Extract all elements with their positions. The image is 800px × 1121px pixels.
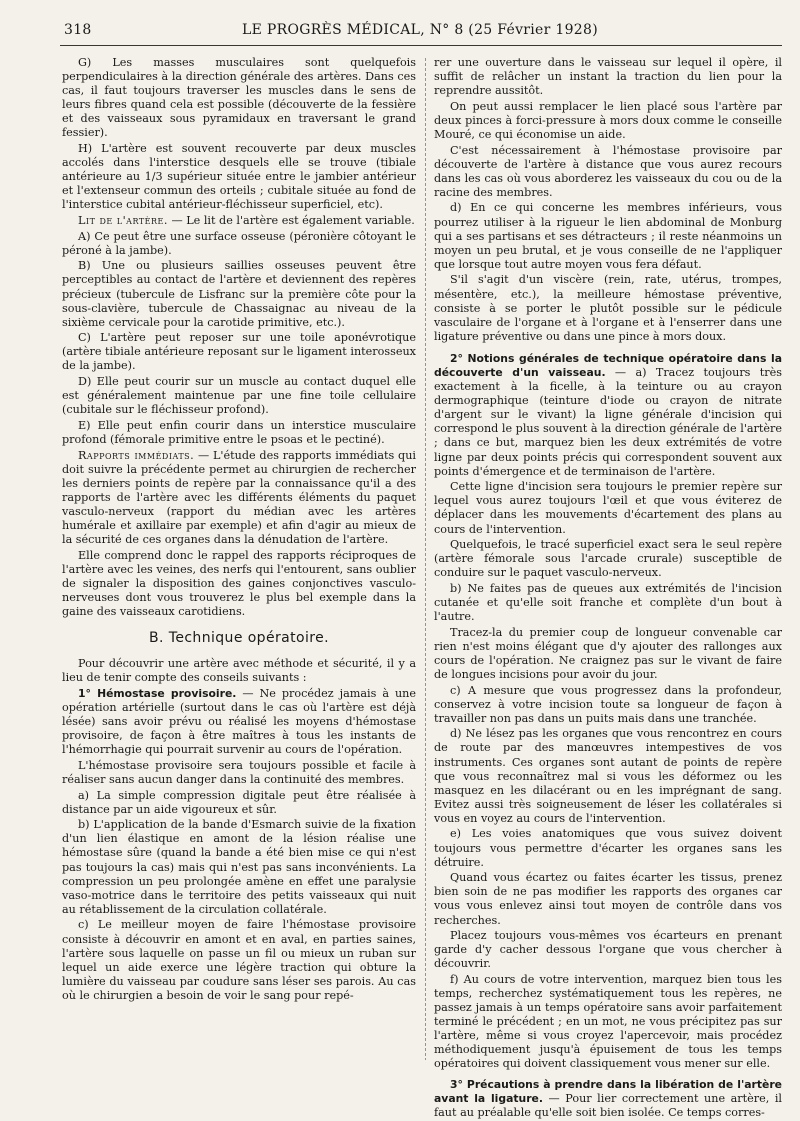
paragraph-hemostase	[62, 687, 416, 757]
paragraph-r3: C'est nécessairement à l'hémostase provisoire par découverte de l'artère à distance que vous aurez recours dans les cas où vous aborderez les vaisseaux du cou ou de la racine des membres.	[434, 143, 782, 199]
paragraph-d: D) Elle peut courir sur un muscle au contact duquel elle est généralement maintenue par une fine toile cellulaire (cubitale sur le fléchisseur profond).	[62, 375, 416, 417]
paragraph-r2: On peut aussi remplacer le lien placé sous l'artère par deux pinces à forci-pressure à mors doux comme le conseille Mouré, ce qui économise un aide.	[434, 99, 782, 141]
paragraph-r13: Quand vous écartez ou faites écarter les tissus, prenez bien soin de ne pas modifier les rapports des organes car vous vous enlevez ainsi tout moyen de contrôle dans vos recherches.	[434, 871, 782, 927]
notions-text: — a) Tracez toujours très exactement à la ficelle, à la teinture ou au crayon dermographique (teinture d'iode ou crayon de nitrate d'argent sur le vivant) la ligne générale d'incision qui correspond le plus souvent à la direction générale de l'artère ; dans ce but, marquez bien les deux extrémités de votre ligne par deux points précis qui correspondent souvent aux points d'émergence et de terminaison de l'artère.	[434, 365, 782, 478]
running-header	[64, 22, 776, 42]
rapports-label: Rapports immédiats.	[78, 448, 195, 462]
rapports-text: — L'étude des rapports immédiats qui doit suivre la précédente permet au chirurgien de rechercher les derniers points de repère par la connaissance qu'il a des rapports de l'artère avec les différents éléments du paquet vasculo-nerveux (rapport du médian avec les artères humérale et axillaire par exemple) et afin d'agir au mieux de la sécurité de ces organes dans la dénudation de l'artère.	[62, 448, 417, 547]
precautions-label: 3° Précautions à prendre dans la libération de l'artère avant la ligature.	[434, 1077, 782, 1105]
notions-label: 2° Notions générales de technique opératoire dans la découverte d'un vaisseau.	[434, 351, 782, 379]
paragraph-hb: b) L'application de la bande d'Esmarch suivie de la fixation d'un lien élastique en amont de la lésion réalise une hémostase sûre (quand la bande a été bien mise ce qui n'est pas toujours la cas) mais qui n'est pas sans inconvénients. La compression un peu prolongée amène en effet une paralysie vaso-motrice dans le territoire des petits vaisseaux qui nuit au rétablissement de la circulation collatérale.	[62, 818, 416, 916]
paragraph-hemostase-2: L'hémostase provisoire sera toujours possible et facile à réaliser sans aucun danger dans la continuité des membres.	[62, 758, 416, 786]
paragraph-rappel: Elle comprend donc le rappel des rapports réciproques de l'artère avec les veines, des nerfs qui l'entourent, sans oublier de signaler la disposition des gaines conjonctives vasculo-nerveuses dont vous trouverez le plus bel exemple dans la gaine des vaisseaux carotidiens.	[62, 548, 416, 619]
hemostase-label: 1° Hémostase provisoire.	[78, 686, 237, 700]
left-column	[62, 56, 416, 1005]
paragraph-b: B) Une ou plusieurs saillies osseuses peuvent être perceptibles au contact de l'artère et deviennent des repères précieux (tubercule de Lisfranc sur la première côte pour la sous-clavière, tubercule de Chassaignac au niveau de la sixième cervicale pour la carotide primitive, etc.).	[62, 259, 416, 329]
paragraph-r12: e) Les voies anatomiques que vous suivez doivent toujours vous permettre d'écarter les organes sans les détruire.	[434, 827, 782, 869]
paragraph-c: C) L'artère peut reposer sur une toile aponévrotique (artère tibiale antérieure reposant sur le ligament interosseux de la jambe).	[62, 331, 416, 373]
right-column	[434, 56, 782, 1121]
paragraph-r8: b) Ne faites pas de queues aux extrémités de l'incision cutanée et qu'elle soit franche et complète d'un bout à l'autre.	[434, 581, 782, 624]
paragraph-a: A) Ce peut être une surface osseuse (péronière côtoyant le péroné à la jambe).	[62, 229, 416, 257]
paragraph-intro: Pour découvrir une artère avec méthode et sécurité, il y a lieu de tenir compte des conseils suivants :	[62, 657, 416, 685]
paragraph-rapports	[62, 449, 416, 548]
paragraph-h: H) L'artère est souvent recouverte par deux muscles accolés dans l'interstice desquels elle se trouve (tibiale antérieure au 1/3 supérieur située entre le jambier antérieur et l'extenseur commun des orteils ; cubitale située au fond de l'interstice cubital antérieur-fléchisseur superficiel, etc).	[62, 142, 416, 212]
paragraph-r9: Tracez-la du premier coup de longueur convenable car rien n'est moins élégant que d'y ajouter des rallonges aux cours de l'opération. Ne craignez pas sur le vivant de faire de longues incisions pour avoir du jour.	[434, 625, 782, 681]
paragraph-g: G) Les masses musculaires sont quelquefois perpendiculaires à la direction générale des artères. Dans ces cas, il faut toujours traverser les muscles dans le sens de leurs fibres quand cela est possible (découverte de la fessière et des vaisseaux sous pyramidaux en traversant le grand fessier).	[62, 56, 416, 140]
column-divider	[425, 58, 426, 1060]
page-number: 318	[64, 22, 92, 38]
paragraph-r1: rer une ouverture dans le vaisseau sur lequel il opère, il suffit de relâcher un instant la traction du lien pour la reprendre aussitôt.	[434, 56, 782, 98]
section-title: B. Technique opératoire.	[149, 630, 329, 647]
paragraph-e: E) Elle peut enfin courir dans un interstice musculaire profond (fémorale primitive entre le psoas et le pectiné).	[62, 418, 416, 446]
paragraph-lit	[62, 214, 416, 228]
paragraph-ha: a) La simple compression digitale peut être réalisée à distance par un aide vigoureux et sûr.	[62, 788, 416, 816]
paragraph-r14: Placez toujours vous-mêmes vos écarteurs en prenant garde d'y cacher dessous l'organe que vous chercher à découvrir.	[434, 929, 782, 971]
paragraph-r11: d) Ne lésez pas les organes que vous rencontrez en cours de route par des manœuvres intempestives de vos instruments. Ces organes sont autant de points de repère que vous reconnaîtrez mal si vous les déformez ou les masquez en les dilacérant ou en les imprégnant de sang. Evitez aussi très soigneusement de léser les collatérales si vous en voyez au cours de l'intervention.	[434, 727, 782, 825]
running-title: LE PROGRÈS MÉDICAL, N° 8 (25 Février 1928)	[242, 22, 598, 38]
paragraph-hc: c) Le meilleur moyen de faire l'hémostase provisoire consiste à découvrir en amont et en aval, en parties saines, l'artère sous laquelle on passe un fil ou mieux un ruban sur lequel un aide exerce une légère traction qui obture la lumière du vaisseau par coudure sans léser ses parois. Au cas où le chirurgien a besoin de voir le sang pour repé-	[62, 918, 416, 1002]
paragraph-r7: Quelquefois, le tracé superficiel exact sera le seul repère (artère fémorale sous l'arcade crurale) susceptible de conduire sur le paquet vasculo-nerveux.	[434, 538, 782, 580]
hemostase-text: — Ne procédez jamais à une opération artérielle (surtout dans le cas où l'artère est déjà lésée) sans avoir prévu ou réalisé les moyens d'hémostase provisoire, de façon à être maîtres à tous les instants de l'hémorrhagie qui pourrait survenir au cours de l'opération.	[62, 686, 416, 757]
paragraph-r6: Cette ligne d'incision sera toujours le premier repère sur lequel vous aurez toujours l'œil et que vous éviterez de déplacer dans les mouvements d'écartement des plans au cours de l'intervention.	[434, 480, 782, 536]
header-rule	[60, 45, 782, 46]
lit-label: Lit de l'artère.	[78, 214, 168, 228]
paragraph-r15: f) Au cours de votre intervention, marquez bien tous les temps, recherchez systématiquement tous les repères, ne passez jamais à un temps opératoire sans avoir parfaitement terminé le précédent ; en un mot, ne vous précipitez pas sur l'artère, même si vous croyez l'apercevoir, mais procédez méthodiquement jusqu'à épuisement de tous les temps opératoires qui doivent classiquement vous mener sur elle.	[434, 972, 782, 1071]
paragraph-r10: c) A mesure que vous progressez dans la profondeur, conservez à votre incision toute sa longueur de façon à travailler non pas dans un puits mais dans une tranchée.	[434, 683, 782, 725]
precautions-text: — Pour lier correctement une artère, il faut au préalable qu'elle soit bien isolée. Ce temps corres-	[434, 1091, 782, 1119]
lit-text: — Le lit de l'artère est également variable.	[167, 214, 415, 228]
paragraph-notions	[434, 352, 782, 479]
paragraph-r5: S'il s'agit d'un viscère (rein, rate, utérus, trompes, mésentère, etc.), la meilleure hémostase préventive, consiste à se porter le plutôt possible sur le pédicule vasculaire de l'organe et à l'organe et à l'enserrer dans une ligature préventive ou dans une pince à mors doux.	[434, 273, 782, 343]
paragraph-r4: d) En ce qui concerne les membres inférieurs, vous pourrez utiliser à la rigueur le lien abdominal de Monburg qui a ses partisans et ses détracteurs ; il reste néanmoins un moyen un peu brutal, et je vous conseille de ne l'appliquer que lorsque tout autre moyen vous fera défaut.	[434, 201, 782, 271]
paragraph-precautions	[434, 1078, 782, 1120]
